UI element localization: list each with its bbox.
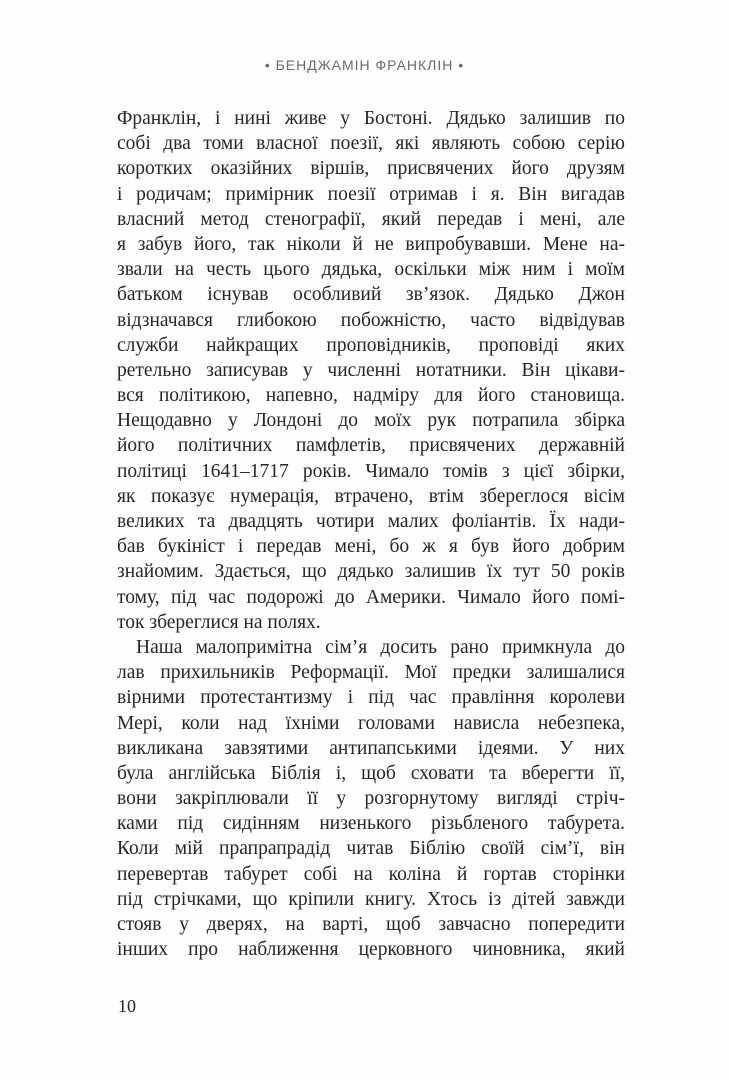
text-line: Франклін, і нині живе у Бостоні. Дядько залишив по — [117, 108, 625, 129]
text-line: лав прихильників Реформації. Мої предки залишалися — [117, 662, 625, 684]
running-header: • БЕНДЖАМІН ФРАНКЛІН • — [264, 57, 465, 73]
text-line: Коли мій прапрапрадід читав Біблію своїй сім’ї, він — [117, 838, 625, 860]
text-line: коротких оказійних віршів, присвячених його друзям — [117, 158, 625, 180]
text-line: знайомим. Здається, що дядько залишив їх тут 50 років — [117, 561, 625, 583]
text-line: Нещодавно у Лондоні до моїх рук потрапила збірка — [117, 410, 625, 432]
text-line: перевертав табурет собі на коліна й гортав сторінки — [117, 863, 625, 885]
text-line: його політичних памфлетів, присвячених державній — [117, 435, 625, 457]
text-line: відзначався глибокою побожністю, часто відвідував — [117, 309, 625, 331]
text-line: ток збереглися на полях. — [117, 611, 321, 633]
text-line: політиці 1641–1717 років. Чимало томів з цієї збірки, — [117, 460, 625, 482]
text-line: власний метод стенографії, який передав і мені, але — [117, 208, 625, 230]
text-line: стояв у дверях, на варті, щоб завчасно попередити — [117, 914, 625, 935]
text-line: як показує нумерація, втрачено, втім збереглося вісім — [117, 485, 625, 507]
text-line: собі два томи власної поезії, які являють собою серію — [117, 133, 625, 155]
text-line: звали на честь цього дядька, оскільки між ним і моїм — [117, 259, 625, 281]
text-line: ками під сидінням низенького різьбленого табурета. — [117, 813, 625, 835]
text-line: великих та двадцять чотири малих фоліантів. Їх нади- — [117, 511, 625, 532]
text-line: я забув його, так ніколи й не випробувавши. Мене на- — [117, 233, 625, 255]
text-line: викликана завзятими антипапськими ідеями. У них — [117, 737, 625, 759]
text-line: бав букініст і передав мені, бо ж я був його добрим — [117, 536, 625, 558]
text-line: під стрічками, що кріпили книгу. Хтось із дітей завжди — [117, 888, 625, 910]
text-line: і родичам; примірник поезії отримав і я. Він вигадав — [117, 183, 625, 205]
text-line: вірними протестантизму і під час правління королеви — [117, 687, 625, 709]
text-line: тому, під час подорожі до Америки. Чимало його помі- — [117, 586, 625, 608]
text-line: вони закріплювали її у розгорнутому вигляді стріч- — [117, 788, 625, 810]
text-line: Мері, коли над їхніми головами нависла небезпека, — [117, 712, 625, 734]
text-line: ретельно записував у численні нотатники. Він цікави- — [117, 359, 625, 381]
text-line: Наша малопримітна сім’я досить рано примкнула до — [136, 636, 625, 658]
body-text — [117, 106, 625, 962]
text-line: вся політикою, напевно, надміру для його становища. — [117, 385, 625, 407]
text-line: інших про наближення церковного чиновника, який — [117, 939, 625, 961]
text-line: служби найкращих проповідників, проповіді яких — [117, 334, 625, 356]
text-line: батьком існував особливий зв’язок. Дядько Джон — [117, 284, 625, 306]
text-line: була англійська Біблія і, щоб сховати та вберегти її, — [117, 762, 625, 784]
page-number: 10 — [118, 996, 136, 1016]
